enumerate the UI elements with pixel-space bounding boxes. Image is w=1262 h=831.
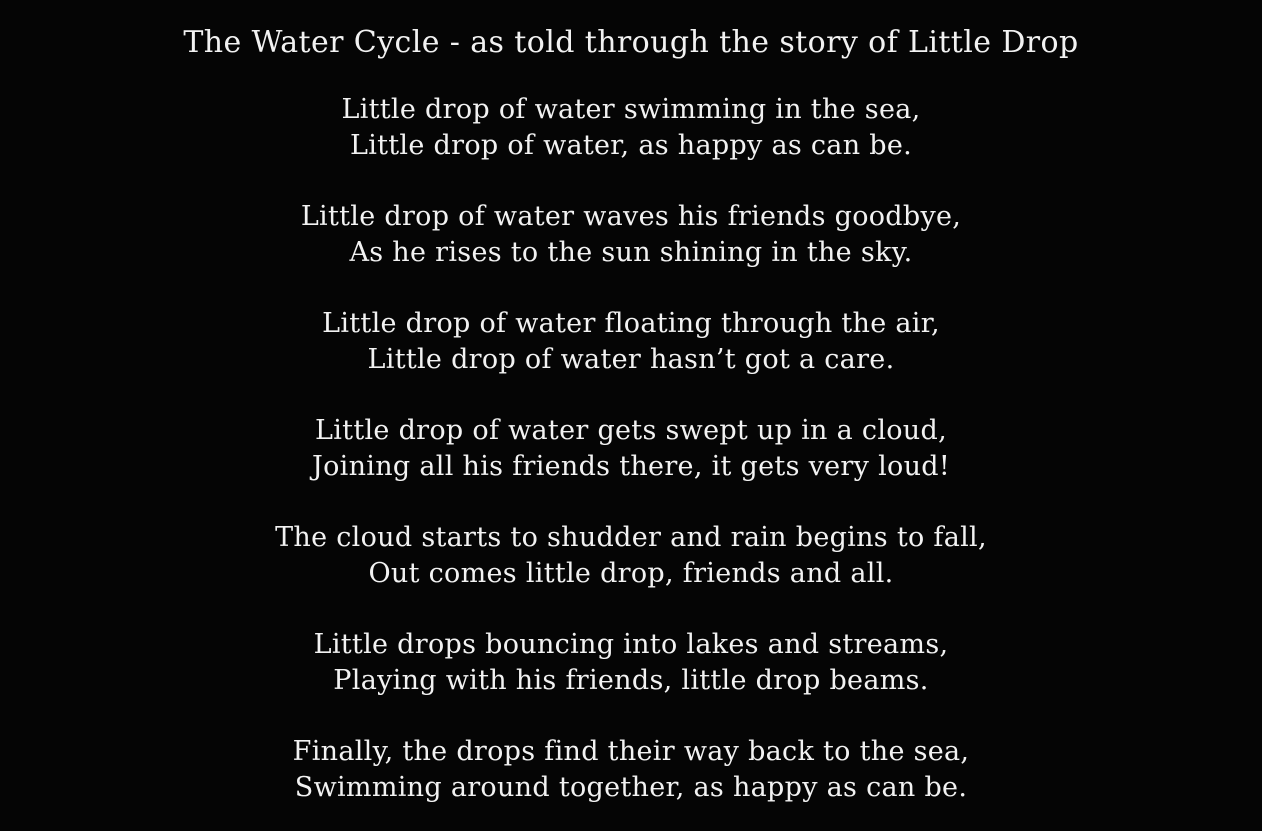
poem-line: Little drop of water, as happy as can be. xyxy=(349,130,913,161)
poem-line: Little drop of water waves his friends goodbye, xyxy=(300,201,962,232)
poem-line: The cloud starts to shudder and rain begins to fall, xyxy=(275,522,987,553)
poem-line: Out comes little drop, friends and all. xyxy=(368,558,894,589)
stanza-3 xyxy=(322,306,940,378)
page-title: The Water Cycle - as told through the story of Little Drop xyxy=(183,25,1079,60)
poem-line: Joining all his friends there, it gets very loud! xyxy=(311,451,950,482)
stanza-6 xyxy=(314,627,949,699)
stanza-5 xyxy=(275,520,987,592)
poem-line: As he rises to the sun shining in the sky. xyxy=(349,237,913,268)
poem-line: Little drop of water floating through the air, xyxy=(322,308,940,339)
poem-line: Little drop of water swimming in the sea, xyxy=(341,94,921,125)
poem-line: Little drops bouncing into lakes and streams, xyxy=(313,629,949,660)
poem-line: Little drop of water gets swept up in a cloud, xyxy=(315,415,947,446)
poem-line: Swimming around together, as happy as can be. xyxy=(294,772,968,803)
stanza-2 xyxy=(301,199,961,271)
stanza-4 xyxy=(312,413,950,485)
poem-line: Finally, the drops find their way back to the sea, xyxy=(292,736,970,767)
stanza-1 xyxy=(341,92,920,164)
stanza-7 xyxy=(293,734,970,806)
poem-line: Little drop of water hasn’t got a care. xyxy=(367,344,895,375)
poem-line: Playing with his friends, little drop beams. xyxy=(333,665,929,696)
